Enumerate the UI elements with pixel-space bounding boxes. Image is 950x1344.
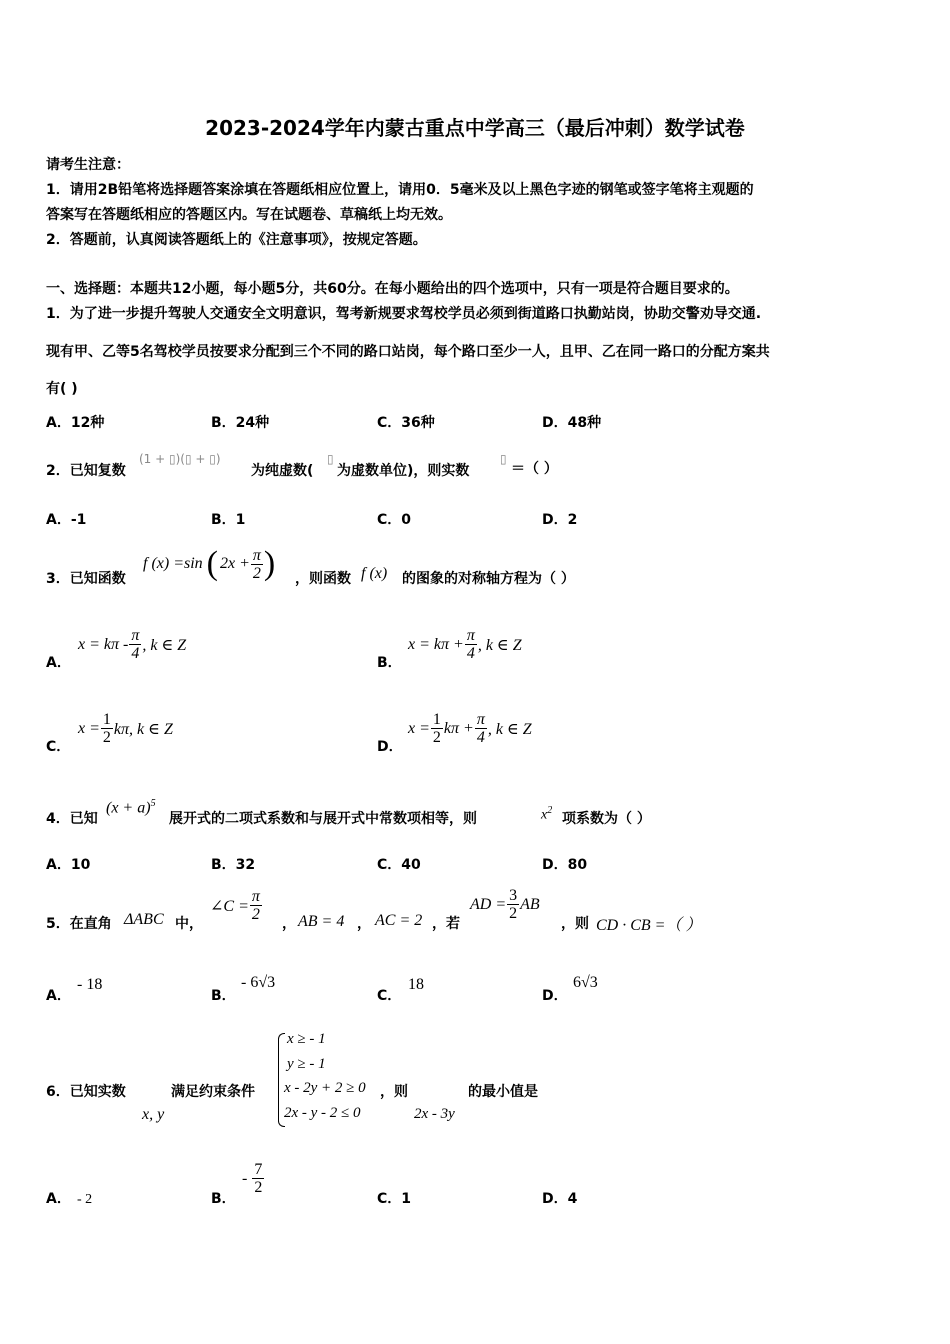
q6-ze: ，则 — [380, 1084, 408, 1100]
q5-option-d-value: 6√3 — [573, 974, 598, 991]
q1-line-3: 有( ) — [46, 381, 78, 397]
q1-option-c[interactable]: C．36种 — [377, 415, 435, 431]
notice-line-1b: 答案写在答题纸相应的答题区内。写在试题卷、草稿纸上均无效。 — [46, 207, 452, 223]
q6-option-c[interactable]: C．1 — [377, 1191, 412, 1207]
q1-line-1: 1．为了进一步提升驾驶人交通安全文明意识，驾考新规要求驾校学员必须到街道路口执勤站岗，协助交警劝导交通. — [46, 306, 762, 322]
q5-option-a[interactable]: A． — [46, 988, 71, 1004]
q6-mid: 满足约束条件 — [171, 1084, 255, 1100]
q4-x-squared: $x^2$ — [541, 805, 553, 823]
q3-option-a[interactable]: A． — [46, 655, 71, 671]
q2-option-d[interactable]: D．2 — [542, 512, 578, 528]
q4-mid: 展开式的二项式系数和与展开式中常数项相等，则 — [169, 811, 477, 827]
q5-angle-c: ∠C = $\frac{\pi}{2}$ — [210, 888, 260, 923]
section-heading: 一、选择题：本题共12小题，每小题5分，共60分。在每小题给出的四个选项中，只有一项是符合题目要求的。 — [46, 281, 739, 297]
q6-constraint-1: x ≥ - 1 — [287, 1031, 326, 1047]
q3-fx: f (x) — [361, 565, 388, 582]
q5-option-c[interactable]: C． — [377, 988, 402, 1004]
q4-prefix: 4．已知 — [46, 811, 98, 827]
q2-prefix: 2．已知复数 — [46, 463, 126, 479]
imaginary-unit-glyph: ▯ — [327, 452, 334, 466]
q4-suffix: 项系数为（ ） — [562, 811, 651, 827]
q6-option-b[interactable]: B． — [211, 1191, 236, 1207]
notice-heading: 请考生注意： — [46, 157, 130, 173]
q5-ad: AD = $\frac{3}{2}$ AB — [470, 887, 540, 922]
q5-option-c-value: 18 — [408, 976, 424, 993]
q6-variables: x, y — [142, 1106, 165, 1123]
q5-ab: AB = 4 — [298, 913, 345, 930]
notice-line-1a: 1．请用2B铅笔将选择题答案涂填在答题纸相应位置上，请用0．5毫米及以上黑色字迹的钢笔或签字笔将主观题的 — [46, 182, 754, 198]
q3-option-b[interactable]: B． — [377, 655, 402, 671]
q6-constraint-2: y ≥ - 1 — [287, 1056, 326, 1072]
q2-option-c[interactable]: C．0 — [377, 512, 412, 528]
q5-option-d[interactable]: D． — [542, 988, 568, 1004]
q5-zhong: 中， — [175, 916, 203, 932]
q3-function-definition: f (x) =sin ( 2x + $\frac{\pi}{2}$ ) — [143, 545, 276, 582]
q1-line-2: 现有甲、乙等5名驾校学员按要求分配到三个不同的路口站岗，每个路口至少一人，且甲、乙在同一路口的分配方案共 — [46, 344, 770, 360]
q4-option-a[interactable]: A．10 — [46, 857, 91, 873]
q5-comma-2: ， — [357, 916, 371, 932]
q3-option-b-formula: x = kπ + $\frac{\pi}{4}$ , k ∈ Z — [408, 627, 522, 662]
q3-mid: ，则函数 — [295, 571, 351, 587]
q6-constraint-3: x - 2y + 2 ≥ 0 — [284, 1080, 366, 1096]
q2-option-a[interactable]: A．-1 — [46, 512, 87, 528]
q4-option-d[interactable]: D．80 — [542, 857, 588, 873]
q6-target: 2x - 3y — [414, 1106, 455, 1122]
q1-option-d[interactable]: D．48种 — [542, 415, 602, 431]
q5-triangle: ΔABC — [124, 911, 164, 928]
q5-option-b-value: - 6√3 — [241, 974, 276, 991]
q6-option-b-value: - $\frac{7}{2}$ — [242, 1161, 263, 1196]
q3-option-c-formula: x = $\frac{1}{2}$ kπ, k ∈ Z — [78, 711, 173, 746]
q6-option-a[interactable]: A． — [46, 1191, 71, 1207]
q3-option-c[interactable]: C． — [46, 739, 71, 755]
q4-option-b[interactable]: B．32 — [211, 857, 256, 873]
q5-option-b[interactable]: B． — [211, 988, 236, 1004]
q5-prefix: 5．在直角 — [46, 916, 112, 932]
real-number-glyph: ▯ — [500, 452, 507, 466]
q2-complex-expression: (1 + ▯)(▯ + ▯) — [139, 452, 221, 466]
q5-ze: ，则 — [561, 916, 589, 932]
q5-dot-product: CD · CB =（ ） — [596, 917, 702, 934]
q1-option-b[interactable]: B．24种 — [211, 415, 270, 431]
q3-prefix: 3．已知函数 — [46, 571, 126, 587]
notice-line-2: 2．答题前，认真阅读答题纸上的《注意事项》，按规定答题。 — [46, 232, 427, 248]
q6-constraint-4: 2x - y - 2 ≤ 0 — [284, 1105, 361, 1121]
q5-ac: AC = 2 — [375, 912, 423, 929]
q3-option-d[interactable]: D． — [377, 739, 403, 755]
q6-suffix: 的最小值是 — [468, 1084, 538, 1100]
q1-option-a[interactable]: A．12种 — [46, 415, 105, 431]
q2-mid-1: 为纯虚数( — [251, 463, 314, 479]
q4-binomial: $(x + a)^5$ — [106, 798, 156, 817]
q5-option-a-value: - 18 — [77, 976, 103, 993]
q6-prefix: 6．已知实数 — [46, 1084, 126, 1100]
q3-option-d-formula: x = $\frac{1}{2}$ kπ + $\frac{\pi}{4}$ , k ∈ Z — [408, 711, 532, 746]
q4-option-c[interactable]: C．40 — [377, 857, 421, 873]
q5-comma: ， — [282, 916, 296, 932]
q3-suffix: 的图象的对称轴方程为（ ） — [402, 571, 575, 587]
q5-ruo: ，若 — [432, 916, 460, 932]
page-title: 2023-2024学年内蒙古重点中学高三（最后冲刺）数学试卷 — [205, 116, 745, 140]
q3-option-a-formula: x = kπ - $\frac{\pi}{4}$ , k ∈ Z — [78, 627, 187, 662]
q6-option-d[interactable]: D．4 — [542, 1191, 578, 1207]
q2-option-b[interactable]: B．1 — [211, 512, 246, 528]
q6-option-a-value: - 2 — [77, 1192, 93, 1207]
q2-mid-2: 为虚数单位)，则实数 — [337, 463, 470, 479]
q2-suffix: ＝（ ） — [511, 461, 558, 477]
